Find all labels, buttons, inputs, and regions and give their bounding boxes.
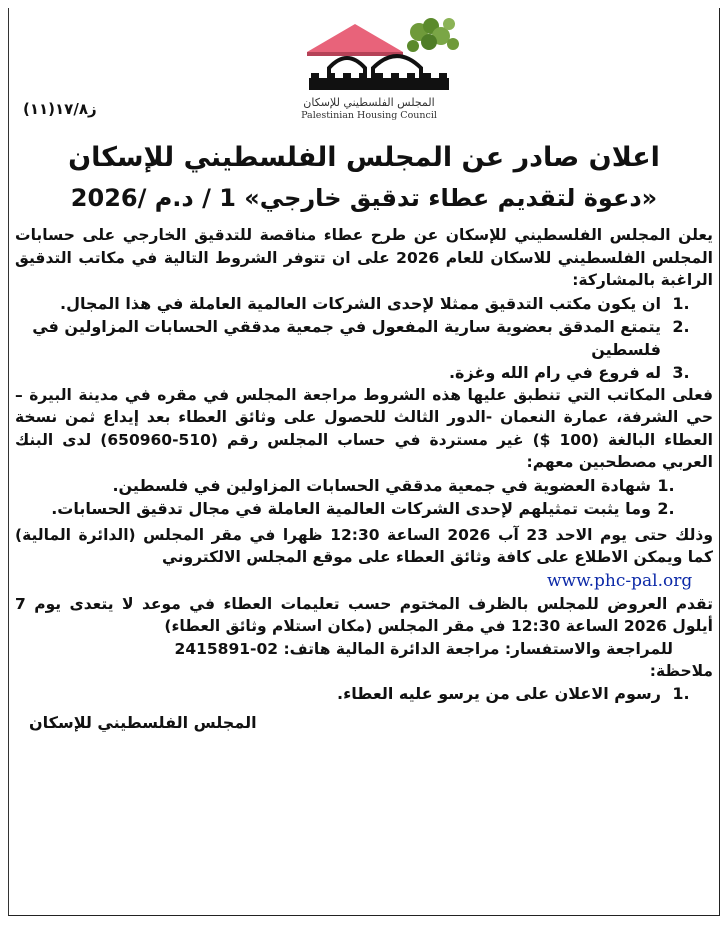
condition-number: 3.	[672, 362, 690, 382]
note-item	[15, 682, 713, 705]
document-text: شهادة العضوية في جمعية مدققي الحسابات المزاولين في فلسطين.	[112, 475, 651, 495]
condition-item	[15, 292, 713, 315]
condition-number: 1.	[672, 293, 690, 313]
document-item	[15, 474, 713, 497]
document-item	[15, 497, 713, 520]
condition-item	[15, 361, 713, 384]
announcement-body	[15, 138, 713, 735]
council-logo	[269, 10, 469, 128]
announcement-subtitle: «دعوة لتقديم عطاء تدقيق خارجي» 1 / د.م /2026	[70, 184, 658, 212]
offices-paragraph: فعلى المكاتب التي تنطبق عليها هذه الشروط مراجعة المجلس في مقره في مدينة البيرة – حي الشرفة، عمارة النعمان -الدور الثالث للحصول على وثائق العطاء بعد إيداع ثمن نسخة العطاء البالغة (100 $) غير مستردة في حساب المجلس رقم (510-650960) لدى البنك العربي مصطحبين معهم:	[15, 385, 713, 471]
inquiry-line: للمراجعة والاستفسار: مراجعة الدائرة المالية هاتف: 02-2415891	[174, 639, 673, 658]
logo-arabic-name: المجلس الفلسطيني للإسكان	[303, 96, 435, 109]
condition-text: ان يكون مكتب التدقيق ممثلا لإحدى الشركات العالمية العاملة في هذا المجال.	[60, 293, 661, 313]
condition-number: 2.	[672, 316, 690, 336]
note-heading: ملاحظة:	[649, 662, 713, 680]
house-logo-icon	[269, 10, 469, 96]
submission-paragraph: تقدم العروض للمجلس بالظرف المختوم حسب تعليمات العطاء في موعد لا يتعدى يوم 7 أيلول 2026 الساعة 12:30 في مقر المجلس (مكان استلام وثائق العطاء)	[15, 594, 713, 635]
reference-number: ز١٧/٨(١١)	[23, 100, 97, 118]
condition-text: يتمتع المدقق بعضوية سارية المفعول في جمعية مدققي الحسابات المزاولين في فلسطين	[32, 316, 661, 359]
note-number: 1.	[672, 684, 690, 703]
signature: المجلس الفلسطيني للإسكان	[29, 713, 257, 732]
logo-english-name: Palestinian Housing Council	[301, 110, 437, 121]
deadline-paragraph: وذلك حتى يوم الاحد 23 آب 2026 الساعة 12:30 ظهرا في مقر المجلس (الدائرة المالية) كما ويمكن الاطلاع على كافة وثائق العطاء على موقع المجلس الالكتروني	[15, 525, 713, 566]
website-link[interactable]: www.phc-pal.org	[547, 570, 693, 591]
advertisement-page	[8, 8, 720, 916]
announcement-title: اعلان صادر عن المجلس الفلسطيني للإسكان	[68, 142, 660, 173]
note-text: رسوم الاعلان على من يرسو عليه العطاء.	[336, 684, 661, 703]
condition-item	[15, 315, 713, 361]
document-number: 2.	[657, 498, 675, 518]
document-text: وما يثبت تمثيلهم لإحدى الشركات العالمية العاملة في مجال تدقيق الحسابات.	[51, 498, 651, 518]
document-number: 1.	[657, 475, 675, 495]
condition-text: له فروع في رام الله وغزة.	[448, 362, 661, 382]
intro-paragraph: يعلن المجلس الفلسطيني للإسكان عن طرح عطاء مناقصة للتدقيق الخارجي على حسابات المجلس الفلسطيني للاسكان للعام 2026 على ان تتوفر الشروط التالية في مكاتب التدقيق الراغبة بالمشاركة:	[15, 226, 713, 289]
